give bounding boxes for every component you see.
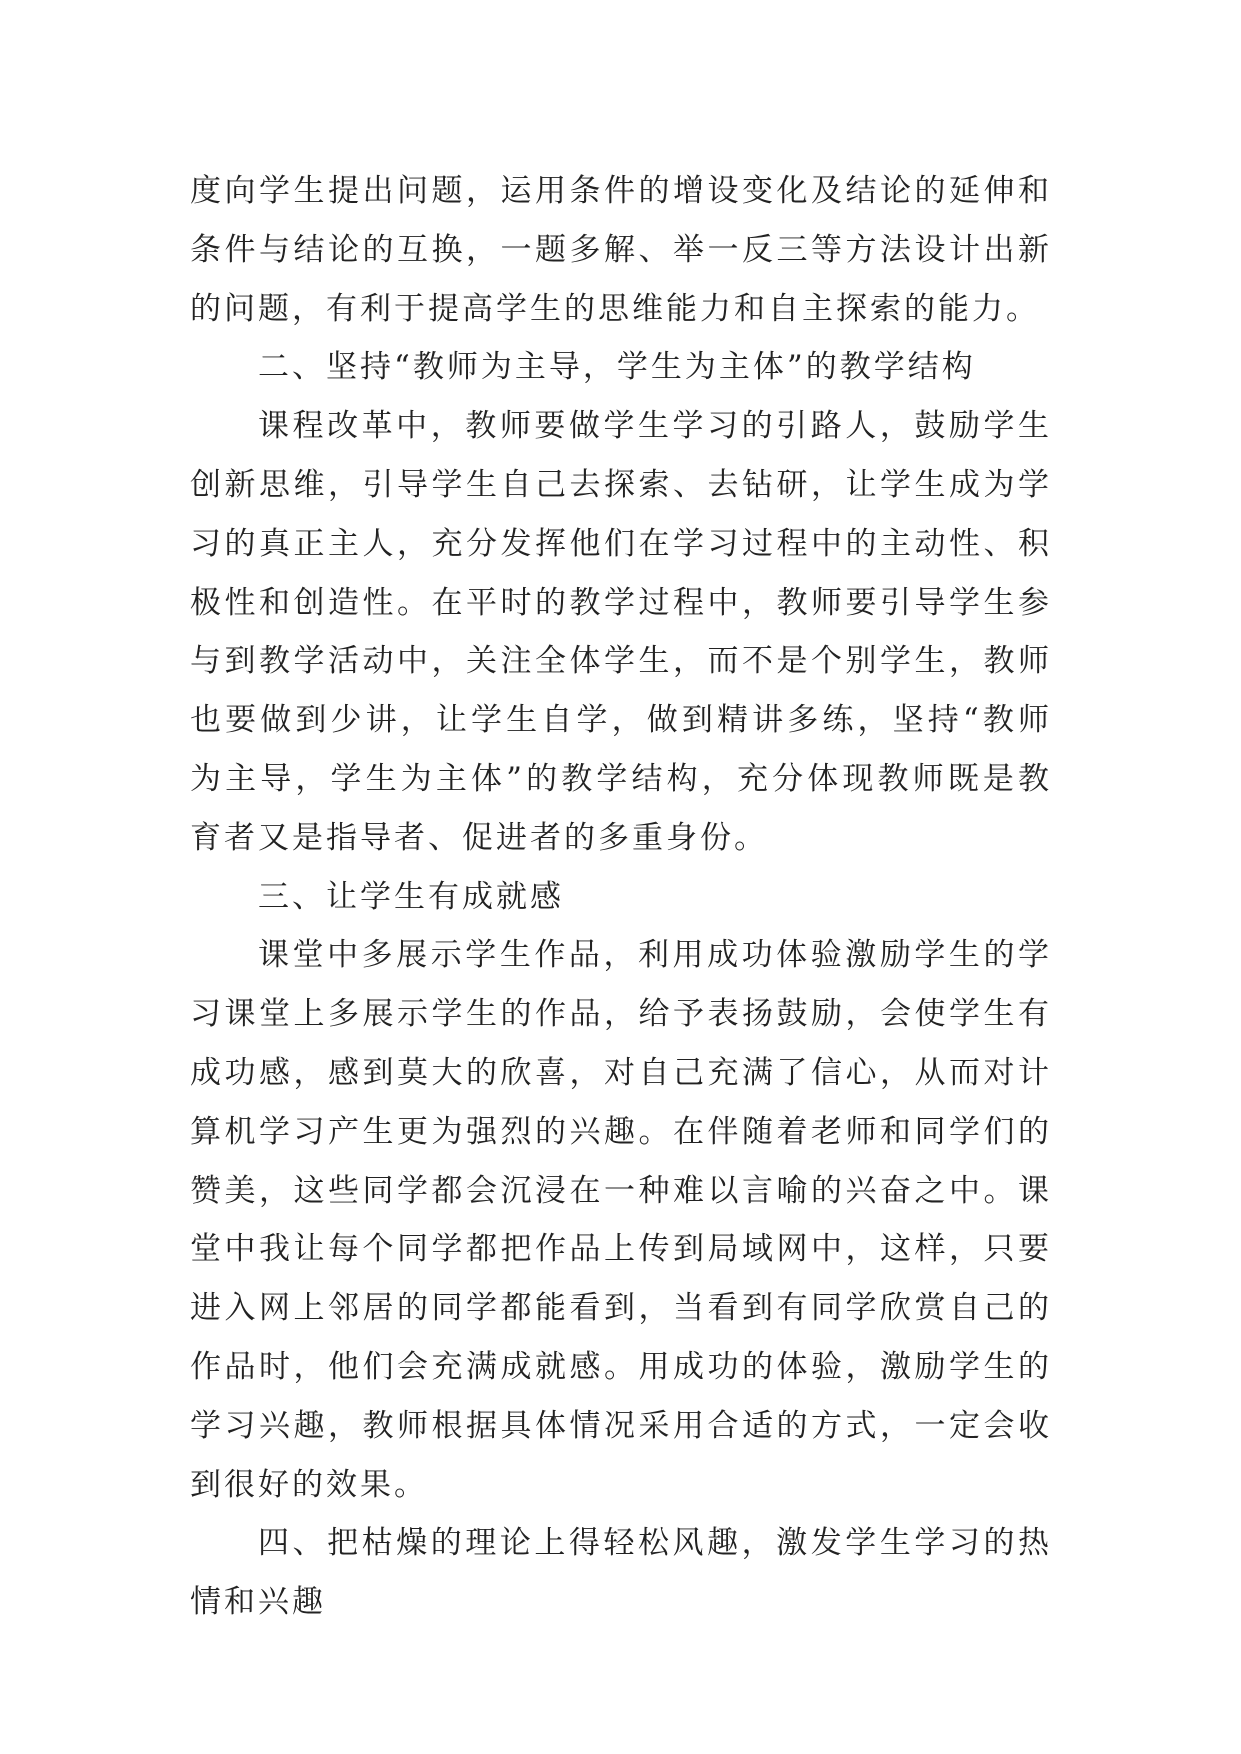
section-heading-4: 四、把枯燥的理论上得轻松风趣，激发学生学习的热情和兴趣 (190, 1525, 1052, 1621)
document-body (190, 162, 1052, 1632)
paragraph-section-3: 课堂中多展示学生作品，利用成功体验激励学生的学习课堂上多展示学生的作品，给予表扬鼓励，会使学生有成功感，感到莫大的欣喜，对自己充满了信心，从而对计算机学习产生更为强烈的兴趣。在伴随着老师和同学们的赞美，这些同学都会沉浸在一种难以言喻的兴奋之中。课堂中我让每个同学都把作品上传到局域网中，这样，只要进入网上邻居的同学都能看到，当看到有同学欣赏自己的作品时，他们会充满成就感。用成功的体验，激励学生的学习兴趣，教师根据具体情况采用合适的方式，一定会收到很好的效果。 (190, 937, 1052, 1503)
section-heading-2: 二、坚持“教师为主导，学生为主体”的教学结构 (258, 349, 976, 386)
section-heading-3: 三、让学生有成就感 (258, 878, 564, 915)
paragraph-section-2: 课程改革中，教师要做学生学习的引路人，鼓励学生创新思维，引导学生自己去探索、去钻研，让学生成为学习的真正主人，充分发挥他们在学习过程中的主动性、积极性和创造性。在平时的教学过程中，教师要引导学生参与到教学活动中，关注全体学生，而不是个别学生，教师也要做到少讲，让学生自学，做到精讲多练，坚持“教师为主导，学生为主体”的教学结构，充分体现教师既是教育者又是指导者、促进者的多重身份。 (190, 408, 1052, 856)
paragraph-continuation: 度向学生提出问题，运用条件的增设变化及结论的延伸和条件与结论的互换，一题多解、举一反三等方法设计出新的问题，有利于提高学生的思维能力和自主探索的能力。 (190, 173, 1052, 327)
